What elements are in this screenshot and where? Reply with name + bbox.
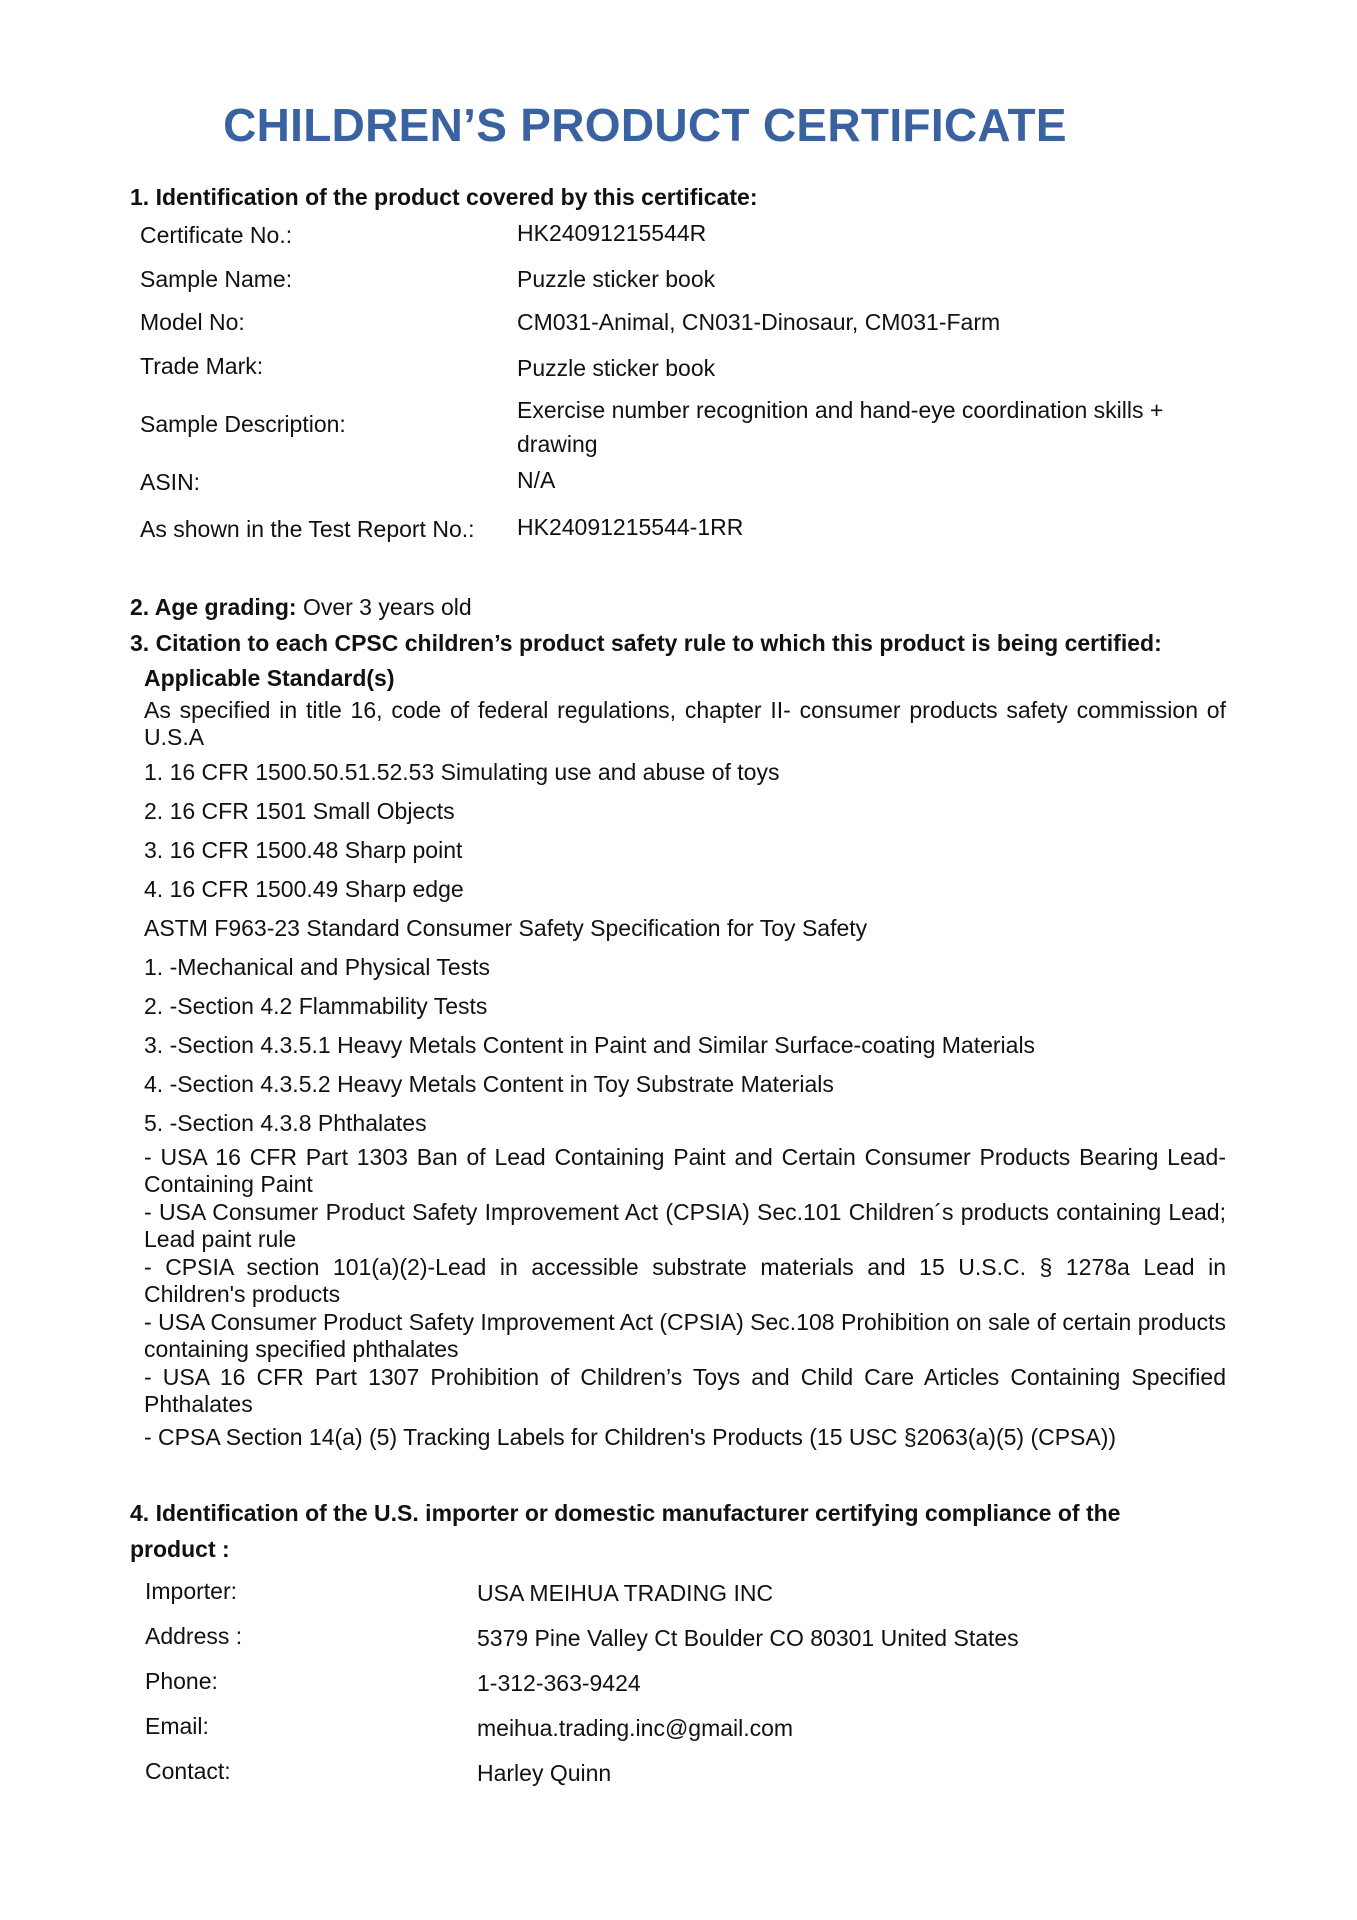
- importer-label: Importer:: [145, 1578, 238, 1604]
- model-no-label: Model No:: [140, 309, 245, 335]
- asin-label: ASIN:: [140, 469, 201, 495]
- certificate-no-label: Certificate No.:: [140, 222, 293, 248]
- email-value: meihua.trading.inc@gmail.com: [477, 1715, 794, 1741]
- phone-value: 1-312-363-9424: [477, 1670, 641, 1696]
- regulation-item: - USA Consumer Product Safety Improvement Act (CPSIA) Sec.101 Children´s products containing Lead; Lead paint rule: [144, 1199, 1226, 1252]
- cfr-item: 2. 16 CFR 1501 Small Objects: [144, 798, 455, 824]
- sample-name-label: Sample Name:: [140, 266, 293, 292]
- sample-name-value: Puzzle sticker book: [517, 266, 716, 292]
- model-no-value: CM031-Animal, CN031-Dinosaur, CM031-Farm: [517, 309, 1001, 335]
- astm-item: 1. -Mechanical and Physical Tests: [144, 954, 491, 980]
- regulation-item: - USA 16 CFR Part 1303 Ban of Lead Containing Paint and Certain Consumer Products Bearing Lead- Containing Paint: [144, 1144, 1226, 1197]
- age-grading-label: 2. Age grading:: [130, 594, 297, 620]
- email-label: Email:: [145, 1713, 209, 1739]
- astm-item: 5. -Section 4.3.8 Phthalates: [144, 1110, 427, 1136]
- astm-item: 2. -Section 4.2 Flammability Tests: [144, 993, 488, 1019]
- astm-item: 4. -Section 4.3.5.2 Heavy Metals Content in Toy Substrate Materials: [144, 1071, 834, 1097]
- section-1-heading: 1. Identification of the product covered by this certificate:: [130, 184, 758, 210]
- asin-value: N/A: [517, 467, 556, 493]
- astm-item: 3. -Section 4.3.5.1 Heavy Metals Content in Paint and Similar Surface-coating Materials: [144, 1032, 1036, 1058]
- trade-mark-label: Trade Mark:: [140, 353, 264, 379]
- trade-mark-value: Puzzle sticker book: [517, 355, 716, 381]
- regulation-item: - CPSA Section 14(a) (5) Tracking Labels for Children's Products (15 USC §2063(a)(5) (CPSA)): [144, 1424, 1117, 1450]
- standards-intro: As specified in title 16, code of federal regulations, chapter II- consumer products safety commission of U.S.A: [144, 697, 1226, 750]
- phone-label: Phone:: [145, 1668, 218, 1694]
- section-4-heading-line1: 4. Identification of the U.S. importer or domestic manufacturer certifying compliance of the: [130, 1500, 1121, 1526]
- regulation-item: - USA 16 CFR Part 1307 Prohibition of Children’s Toys and Child Care Articles Containing Specified Phthalates: [144, 1364, 1226, 1417]
- test-report-label: As shown in the Test Report No.:: [140, 516, 475, 542]
- page-title: CHILDREN’S PRODUCT CERTIFICATE: [223, 99, 1067, 151]
- cfr-item: 1. 16 CFR 1500.50.51.52.53 Simulating use and abuse of toys: [144, 759, 780, 785]
- regulation-item: - CPSIA section 101(a)(2)-Lead in accessible substrate materials and 15 U.S.C. § 1278a Lead in Children's products: [144, 1254, 1226, 1307]
- test-report-value: HK24091215544-1RR: [517, 514, 744, 540]
- section-3-heading: 3. Citation to each CPSC children’s product safety rule to which this product is being certified:: [130, 630, 1162, 656]
- sample-description-label: Sample Description:: [140, 411, 346, 437]
- address-label: Address :: [145, 1623, 243, 1649]
- sample-description-value: Exercise number recognition and hand-eye coordination skills + drawing: [517, 397, 1164, 457]
- importer-value: USA MEIHUA TRADING INC: [477, 1580, 774, 1606]
- address-value: 5379 Pine Valley Ct Boulder CO 80301 United States: [477, 1625, 1019, 1651]
- applicable-standards-label: Applicable Standard(s): [144, 665, 395, 691]
- cfr-item: 3. 16 CFR 1500.48 Sharp point: [144, 837, 463, 863]
- section-4-heading-line2: product :: [130, 1536, 230, 1562]
- contact-value: Harley Quinn: [477, 1760, 612, 1786]
- regulation-item: - USA Consumer Product Safety Improvement Act (CPSIA) Sec.108 Prohibition on sale of certain products containing specified phthalates: [144, 1309, 1226, 1362]
- age-grading: [130, 589, 472, 625]
- age-grading-value: Over 3 years old: [296, 594, 472, 620]
- certificate-no-value: HK24091215544R: [517, 220, 707, 246]
- astm-heading: ASTM F963-23 Standard Consumer Safety Specification for Toy Safety: [144, 915, 868, 941]
- cfr-item: 4. 16 CFR 1500.49 Sharp edge: [144, 876, 464, 902]
- contact-label: Contact:: [145, 1758, 231, 1784]
